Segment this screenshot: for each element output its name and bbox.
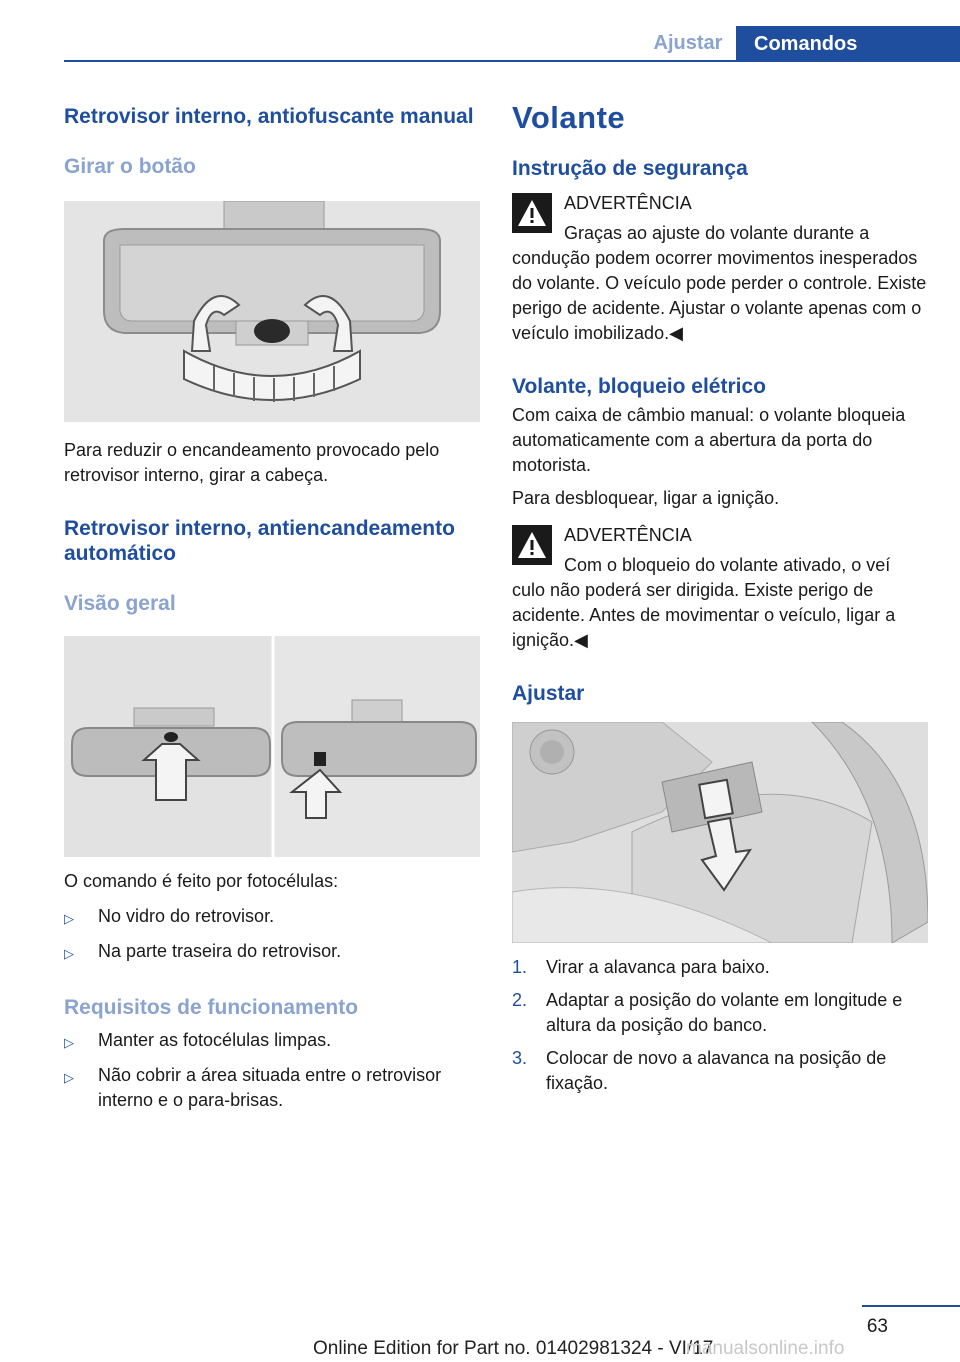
heading-safety: Instrução de segurança xyxy=(512,157,748,180)
warning-title: ADVERTÊNCIA xyxy=(564,193,692,213)
warning-text: culo não poderá ser dirigida. Existe perigo de acidente. Antes de movimentar o veículo, ligar a ignição.◀ xyxy=(512,580,896,650)
list-item: ▷ No vidro do retrovisor. xyxy=(64,904,480,931)
list-item: ▷ Na parte traseira do retrovisor. xyxy=(64,939,480,966)
heading-adjust: Ajustar xyxy=(512,682,585,705)
warning-block xyxy=(512,191,928,346)
text-reduce-glare: Para reduzir o encandeamento provocado pelo retrovisor interno, girar a cabeça. xyxy=(64,440,440,485)
list-item: 3. Colocar de novo a alavanca na posição de fixação. xyxy=(512,1048,887,1093)
warning-text-lead: Com o bloqueio do volante ativado, o veí xyxy=(564,555,891,575)
header-section-tab: Ajustar xyxy=(653,31,723,54)
heading-volante: Volante xyxy=(512,100,626,135)
heading-turn-knob: Girar o botão xyxy=(64,155,196,178)
list-item: 2. Adaptar a posição do volante em longitude e altura da posição do banco. xyxy=(512,990,903,1035)
warning-text-lead: Graças ao ajuste do volante durante a xyxy=(564,223,870,243)
triangle-bullet-icon: ▷ xyxy=(64,1035,74,1050)
text-unlock: Para desbloquear, ligar a ignição. xyxy=(512,488,780,508)
heading-mirror-auto: Retrovisor interno, antiencandeamento automático xyxy=(64,517,455,565)
left-column xyxy=(64,100,480,1113)
header-chapter-tab: Comandos xyxy=(736,26,960,62)
list-item: ▷ Não cobrir a área situada entre o retrovisor interno e o para-brisas. xyxy=(64,1063,480,1113)
heading-lock: Volante, bloqueio elétrico xyxy=(512,375,766,398)
heading-mirror-manual: Retrovisor interno, antiofuscante manual xyxy=(64,105,474,128)
text-photocells: O comando é feito por fotocélulas: xyxy=(64,871,339,891)
header-rule xyxy=(64,60,960,62)
warning-icon xyxy=(512,193,552,233)
triangle-bullet-icon: ▷ xyxy=(64,1070,74,1085)
text-lock-manual: Com caixa de câmbio manual: o volante bloqueia automaticamente com a abertura da porta do motorista. xyxy=(512,405,906,475)
watermark: manualsonline.info xyxy=(686,1338,845,1359)
list-item: ▷ Manter as fotocélulas limpas. xyxy=(64,1028,480,1055)
triangle-bullet-icon: ▷ xyxy=(64,911,74,926)
warning-title: ADVERTÊNCIA xyxy=(564,525,692,545)
heading-overview: Visão geral xyxy=(64,592,176,615)
page-number: 63 xyxy=(866,1316,888,1337)
list-item: 1. Virar a alavanca para baixo. xyxy=(512,957,770,977)
triangle-bullet-icon: ▷ xyxy=(64,946,74,961)
figure-mirror-photocells xyxy=(64,636,480,857)
warning-icon xyxy=(512,525,552,565)
footer-rule xyxy=(862,1305,960,1307)
heading-requirements: Requisitos de funcionamento xyxy=(64,996,359,1019)
warning-block xyxy=(512,523,928,653)
right-column xyxy=(512,100,928,1096)
edition-note: Online Edition for Part no. 01402981324 - VI/17 xyxy=(313,1338,714,1359)
figure-mirror-knob xyxy=(64,201,480,422)
warning-text: condução podem ocorrer movimentos inesperados do volante. O veículo pode perder o controle. Existe perigo de acidente. Ajustar o volante apenas com o veículo imobilizado.◀ xyxy=(512,248,927,343)
figure-steering-lever xyxy=(512,722,928,943)
